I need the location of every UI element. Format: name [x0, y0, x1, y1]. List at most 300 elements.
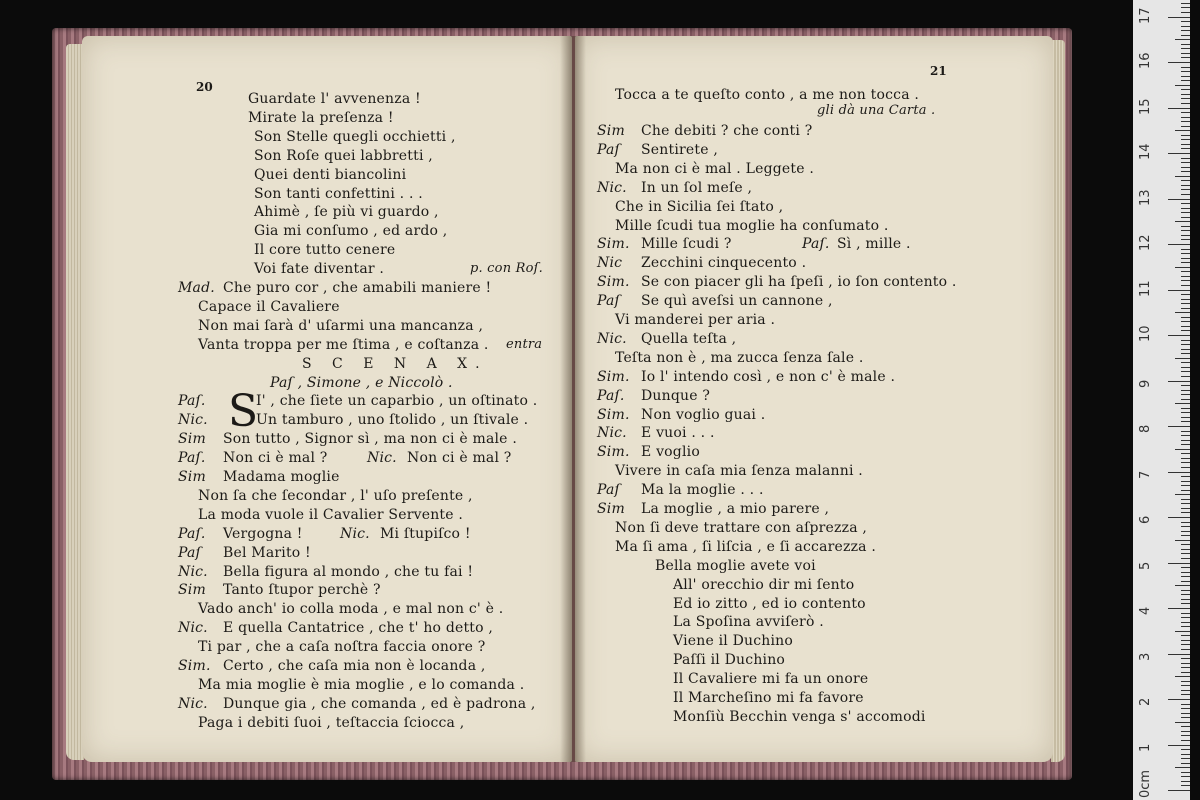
- ruler-tick: [1181, 376, 1190, 377]
- speaker-label: Sim.: [597, 444, 630, 461]
- ruler-tick: [1168, 153, 1190, 154]
- text-line: Vi manderei per aria .: [615, 312, 776, 328]
- ruler-tick: [1181, 399, 1190, 400]
- ruler-tick: [1181, 340, 1190, 341]
- ruler-tick: [1181, 453, 1190, 454]
- speaker-label: Nic.: [178, 620, 208, 637]
- ruler-tick: [1175, 449, 1190, 450]
- ruler-tick: [1181, 622, 1190, 623]
- text-line: Ahimè , ſe più vi guardo ,: [254, 204, 439, 221]
- ruler-tick: [1181, 599, 1190, 600]
- ruler-tick: [1181, 7, 1190, 8]
- ruler-tick: [1181, 385, 1190, 386]
- ruler-tick: [1168, 654, 1190, 655]
- speaker-label: Nic.: [340, 525, 370, 542]
- text-line: Non mai ſarà d' uſarmi una mancanza ,: [198, 317, 484, 334]
- ruler-tick: [1181, 35, 1190, 36]
- text-line: La moglie , a mio parere ,: [641, 501, 830, 517]
- text-line: Non ſi deve trattare con aſprezza ,: [615, 519, 868, 536]
- ruler-tick: [1181, 717, 1190, 718]
- text-line: E vuoi . . .: [641, 425, 715, 442]
- ruler-tick: [1175, 540, 1190, 541]
- ruler-tick: [1168, 17, 1190, 18]
- ruler-tick: [1181, 235, 1190, 236]
- ruler-tick: [1181, 80, 1190, 81]
- ruler-tick: [1181, 217, 1190, 218]
- ruler-tick: [1181, 508, 1190, 509]
- ruler-tick: [1181, 239, 1190, 240]
- ruler-tick: [1181, 171, 1190, 172]
- ruler-tick: [1181, 394, 1190, 395]
- speaker-label: Sim.: [597, 274, 630, 291]
- text-line: Che debiti ? che conti ?: [641, 123, 813, 139]
- ruler-label: 5: [1138, 561, 1153, 570]
- ruler-tick: [1181, 103, 1190, 104]
- ruler-tick: [1181, 490, 1190, 491]
- ruler-tick: [1181, 203, 1190, 204]
- ruler-tick: [1181, 249, 1190, 250]
- text-line: Ti par , che a caſa noſtra faccia onore ?: [198, 639, 486, 656]
- text-line: Teſta non è , ma zucca ſenza ſale .: [615, 349, 864, 366]
- ruler-label: 10: [1138, 325, 1153, 342]
- ruler-tick: [1181, 726, 1190, 727]
- ruler-tick: [1181, 417, 1190, 418]
- ruler-tick: [1181, 139, 1190, 140]
- ruler-tick: [1175, 676, 1190, 677]
- ruler-tick: [1181, 467, 1190, 468]
- text-line: Certo , che caſa mia non è locanda ,: [223, 658, 486, 674]
- text-line: Son tutto , Signor sì , ma non ci è male .: [223, 431, 517, 448]
- ruler-label: 8: [1138, 424, 1153, 433]
- text-line: Bella figura al mondo , che tu fai !: [223, 563, 474, 580]
- ruler-tick: [1181, 694, 1190, 695]
- text-line: Un tamburo , uno ſtolido , un ſtivale .: [256, 412, 529, 429]
- ruler-tick: [1181, 617, 1190, 618]
- ruler-tick: [1181, 258, 1190, 259]
- ruler-tick: [1168, 381, 1190, 382]
- text-line: Non ſa che ſecondar , l' uſo preſente ,: [198, 487, 473, 504]
- ruler-tick: [1181, 253, 1190, 254]
- ruler-tick: [1175, 358, 1190, 359]
- ruler-tick: [1181, 758, 1190, 759]
- ruler-tick: [1181, 390, 1190, 391]
- ruler-tick: [1175, 221, 1190, 222]
- text-line: Quella teſta ,: [641, 330, 737, 347]
- ruler-label: 17: [1138, 6, 1153, 24]
- page-edges-right: [1051, 40, 1065, 762]
- ruler-tick: [1181, 526, 1190, 527]
- ruler-label: 15: [1138, 97, 1153, 115]
- speaker-label: Sim: [597, 123, 625, 139]
- ruler-tick: [1181, 781, 1190, 782]
- ruler-tick: [1181, 21, 1190, 22]
- ruler-tick: [1168, 426, 1190, 427]
- ruler-tick: [1181, 440, 1190, 441]
- ruler-tick: [1181, 89, 1190, 90]
- ruler-tick: [1181, 708, 1190, 709]
- speaker-label: Paſ: [597, 141, 620, 158]
- text-line: E voglio: [641, 444, 700, 461]
- ruler-tick: [1168, 563, 1190, 564]
- text-line: Vado anch' io colla moda , e mal non c' è .: [198, 601, 504, 618]
- speaker-label: Sim: [178, 582, 206, 599]
- text-line: I' , che ſiete un caparbio , un oſtinato .: [256, 393, 538, 410]
- ruler-tick: [1181, 162, 1190, 163]
- ruler-tick: [1181, 754, 1190, 755]
- ruler-tick: [1181, 776, 1190, 777]
- ruler-tick: [1181, 572, 1190, 573]
- ruler-tick: [1181, 321, 1190, 322]
- ruler-label: 1: [1138, 743, 1153, 752]
- text-line: Io l' intendo così , e non c' è male .: [641, 368, 896, 385]
- speaker-label: Paſ.: [178, 525, 206, 542]
- ruler-tick: [1168, 745, 1190, 746]
- ruler-tick: [1181, 576, 1190, 577]
- ruler-tick: [1168, 108, 1190, 109]
- text-line: Che puro cor , che amabili maniere !: [223, 280, 492, 296]
- ruler-tick: [1168, 517, 1190, 518]
- ruler-tick: [1181, 485, 1190, 486]
- ruler-tick: [1181, 344, 1190, 345]
- right-page: [575, 36, 1053, 762]
- ruler-tick: [1181, 594, 1190, 595]
- ruler-tick: [1175, 631, 1190, 632]
- text-line: Ed io zitto , ed io contento: [673, 595, 866, 612]
- ruler-label: 13: [1138, 188, 1153, 206]
- text-line: Mirate la preſenza !: [248, 109, 394, 126]
- ruler-tick: [1181, 512, 1190, 513]
- ruler-tick: [1181, 635, 1190, 636]
- ruler-label: 6: [1138, 515, 1153, 524]
- measurement-ruler: [1133, 0, 1190, 800]
- speaker-label: Paſ.: [178, 450, 206, 467]
- speaker-label: Mad.: [178, 280, 215, 296]
- ruler-tick: [1168, 335, 1190, 336]
- ruler-tick: [1181, 672, 1190, 673]
- text-line: Zecchini cinquecento .: [641, 255, 807, 272]
- text-line: Ma ſi ama , ſi liſcia , e ſi accarezza .: [615, 538, 877, 555]
- ruler-tick: [1181, 544, 1190, 545]
- text-line: Capace il Cavaliere: [198, 298, 340, 315]
- text-line: Tocca a te queſto conto , a me non tocca .: [615, 87, 920, 103]
- text-line: La Spoſina avviſerò .: [673, 614, 824, 631]
- ruler-tick: [1181, 308, 1190, 309]
- ruler-tick: [1181, 299, 1190, 300]
- speaker-label: Sim.: [597, 368, 630, 385]
- speaker-label: Paſ.: [802, 236, 830, 253]
- ruler-tick: [1181, 194, 1190, 195]
- ruler-tick: [1181, 458, 1190, 459]
- ruler-tick: [1181, 444, 1190, 445]
- ruler-tick: [1181, 613, 1190, 614]
- drop-cap: S: [228, 386, 259, 437]
- speaker-label: Nic.: [597, 425, 627, 442]
- ruler-tick: [1181, 276, 1190, 277]
- page-number: 20: [196, 80, 213, 94]
- ruler-tick: [1181, 280, 1190, 281]
- ruler-tick: [1181, 462, 1190, 463]
- text-line: Bel Marito !: [223, 544, 311, 561]
- ruler-label: 0cm: [1138, 769, 1153, 798]
- ruler-tick: [1181, 262, 1190, 263]
- ruler-tick: [1181, 126, 1190, 127]
- ruler-tick: [1181, 749, 1190, 750]
- speaker-label: Paſ: [178, 544, 201, 561]
- speaker-label: Sim: [178, 469, 206, 485]
- ruler-tick: [1181, 421, 1190, 422]
- ruler-tick: [1168, 199, 1190, 200]
- text-line: Se con piacer gli ha ſpeſi , io ſon contento .: [641, 274, 957, 291]
- ruler-tick: [1181, 740, 1190, 741]
- text-line: Non ci è mal ?: [223, 450, 328, 467]
- ruler-tick: [1168, 290, 1190, 291]
- stage-direction: p. con Roſ.: [470, 261, 543, 277]
- ruler-tick: [1181, 158, 1190, 159]
- ruler-tick: [1181, 603, 1190, 604]
- speaker-label: Sim.: [178, 658, 211, 674]
- ruler-tick: [1181, 499, 1190, 500]
- speaker-label: Nic.: [367, 450, 397, 467]
- text-line: Vanta troppa per me ſtima , e coſtanza .: [198, 336, 489, 353]
- text-line: Mille ſcudi tua moglie ha conſumato .: [615, 217, 889, 234]
- ruler-tick: [1181, 112, 1190, 113]
- text-line: Son Stelle quegli occhietti ,: [254, 128, 456, 145]
- speaker-label: Paſ: [597, 293, 620, 310]
- speaker-label: Nic: [597, 255, 623, 272]
- ruler-tick: [1181, 558, 1190, 559]
- ruler-tick: [1181, 185, 1190, 186]
- ruler-tick: [1181, 98, 1190, 99]
- ruler-tick: [1181, 412, 1190, 413]
- ruler-tick: [1181, 26, 1190, 27]
- ruler-tick: [1181, 3, 1190, 4]
- text-line: Tanto ſtupor perchè ?: [223, 582, 381, 599]
- ruler-tick: [1181, 690, 1190, 691]
- text-line: Sentirete ,: [641, 141, 718, 158]
- speaker-label: Nic.: [597, 179, 627, 196]
- ruler-tick: [1181, 53, 1190, 54]
- text-line: Son tanti confettini . . .: [254, 185, 423, 202]
- ruler-tick: [1181, 713, 1190, 714]
- ruler-tick: [1181, 349, 1190, 350]
- ruler-tick: [1175, 130, 1190, 131]
- ruler-tick: [1181, 362, 1190, 363]
- ruler-tick: [1181, 481, 1190, 482]
- ruler-tick: [1181, 785, 1190, 786]
- ruler-tick: [1181, 208, 1190, 209]
- ruler-tick: [1181, 431, 1190, 432]
- text-line: Guardate l' avvenenza !: [248, 91, 421, 107]
- ruler-tick: [1181, 189, 1190, 190]
- ruler-tick: [1181, 271, 1190, 272]
- text-line: In un ſol meſe ,: [641, 179, 753, 196]
- ruler-label: 16: [1138, 52, 1153, 69]
- ruler-tick: [1181, 553, 1190, 554]
- ruler-label: 9: [1138, 379, 1153, 388]
- ruler-tick: [1181, 212, 1190, 213]
- text-line: Monſiù Becchin venga s' accomodi: [673, 708, 926, 725]
- text-line: Non voglio guai .: [641, 406, 766, 423]
- ruler-tick: [1181, 317, 1190, 318]
- text-line: Che in Sicilia ſei ſtato ,: [615, 198, 784, 215]
- left-page: [82, 36, 572, 762]
- ruler-tick: [1181, 590, 1190, 591]
- text-line: E quella Cantatrice , che t' ho detto ,: [223, 620, 494, 637]
- ruler-tick: [1181, 180, 1190, 181]
- text-line: Sì , mille .: [837, 236, 911, 253]
- speaker-label: Nic.: [178, 412, 208, 429]
- stage-direction: entra: [506, 336, 543, 352]
- ruler-tick: [1181, 408, 1190, 409]
- text-line: Viene il Duchino: [673, 633, 794, 650]
- ruler-tick: [1181, 67, 1190, 68]
- ruler-tick: [1175, 722, 1190, 723]
- text-line: La moda vuole il Cavalier Servente .: [198, 506, 464, 523]
- text-line: Quei denti biancolini: [254, 166, 407, 183]
- ruler-tick: [1181, 230, 1190, 231]
- text-line: Vergogna !: [223, 525, 303, 542]
- ruler-tick: [1181, 663, 1190, 664]
- ruler-label: 4: [1138, 606, 1153, 615]
- stage-direction: gli dà una Carta .: [817, 103, 936, 118]
- speaker-label: Paſ: [597, 482, 620, 499]
- ruler-tick: [1181, 731, 1190, 732]
- ruler-tick: [1181, 367, 1190, 368]
- text-line: Ma mia moglie è mia moglie , e lo comanda .: [198, 676, 525, 693]
- speaker-label: Sim.: [597, 406, 630, 423]
- text-line: Mille ſcudi ?: [641, 236, 732, 253]
- ruler-tick: [1181, 735, 1190, 736]
- speaker-label: Paſ.: [178, 393, 206, 410]
- ruler-label: 14: [1138, 143, 1153, 160]
- ruler-tick: [1181, 76, 1190, 77]
- ruler-tick: [1181, 704, 1190, 705]
- ruler-tick: [1181, 535, 1190, 536]
- text-line: Dunque gia , che comanda , ed è padrona ,: [223, 695, 536, 712]
- ruler-tick: [1181, 685, 1190, 686]
- ruler-tick: [1175, 585, 1190, 586]
- text-line: Se quì aveſsi un cannone ,: [641, 293, 833, 310]
- text-line: Madama moglie: [223, 469, 340, 485]
- text-line: Gia mi conſumo , ed ardo ,: [254, 223, 448, 240]
- text-line: Bella moglie avete voi: [655, 557, 816, 574]
- ruler-tick: [1181, 658, 1190, 659]
- ruler-tick: [1181, 353, 1190, 354]
- speaker-label: Sim: [597, 501, 625, 517]
- ruler-label: 11: [1138, 279, 1153, 297]
- ruler-tick: [1181, 435, 1190, 436]
- ruler-tick: [1175, 176, 1190, 177]
- ruler-tick: [1181, 371, 1190, 372]
- text-line: Paſ , Simone , e Niccolò .: [270, 374, 453, 391]
- ruler-tick: [1168, 790, 1190, 791]
- ruler-label: 12: [1138, 234, 1153, 251]
- text-line: All' orecchio dir mi ſento: [673, 576, 855, 593]
- ruler-tick: [1175, 39, 1190, 40]
- ruler-tick: [1175, 267, 1190, 268]
- ruler-tick: [1181, 148, 1190, 149]
- ruler-tick: [1168, 244, 1190, 245]
- ruler-tick: [1181, 649, 1190, 650]
- ruler-tick: [1181, 522, 1190, 523]
- text-line: Vivere in caſa mia ſenza malanni .: [615, 463, 863, 480]
- text-line: Dunque ?: [641, 387, 711, 404]
- text-line: Il core tutto cenere: [254, 242, 396, 259]
- ruler-tick: [1181, 144, 1190, 145]
- ruler-tick: [1168, 699, 1190, 700]
- ruler-tick: [1181, 48, 1190, 49]
- text-line: Voi fate diventar .: [254, 261, 385, 278]
- ruler-tick: [1181, 121, 1190, 122]
- ruler-tick: [1181, 531, 1190, 532]
- ruler-tick: [1168, 608, 1190, 609]
- ruler-tick: [1181, 772, 1190, 773]
- ruler-tick: [1181, 117, 1190, 118]
- ruler-tick: [1181, 640, 1190, 641]
- ruler-tick: [1181, 476, 1190, 477]
- ruler-tick: [1181, 644, 1190, 645]
- ruler-tick: [1175, 403, 1190, 404]
- ruler-tick: [1181, 285, 1190, 286]
- text-line: Non ci è mal ?: [407, 450, 512, 467]
- ruler-tick: [1181, 567, 1190, 568]
- ruler-tick: [1181, 294, 1190, 295]
- speaker-label: Nic.: [178, 695, 208, 712]
- speaker-label: Sim.: [597, 236, 630, 253]
- ruler-tick: [1181, 303, 1190, 304]
- ruler-tick: [1181, 503, 1190, 504]
- ruler-tick: [1175, 85, 1190, 86]
- ruler-label: 3: [1138, 652, 1153, 661]
- ruler-tick: [1181, 57, 1190, 58]
- text-line: Il Marcheſino mi fa favore: [673, 690, 864, 706]
- ruler-tick: [1181, 667, 1190, 668]
- ruler-tick: [1181, 330, 1190, 331]
- ruler-tick: [1181, 71, 1190, 72]
- text-line: Paſſi il Duchino: [673, 652, 786, 669]
- ruler-tick: [1181, 30, 1190, 31]
- ruler-tick: [1181, 44, 1190, 45]
- ruler-tick: [1175, 767, 1190, 768]
- ruler-tick: [1181, 763, 1190, 764]
- ruler-tick: [1181, 681, 1190, 682]
- text-line: Mi ſtupiſco !: [380, 525, 471, 542]
- book-gutter: [560, 36, 586, 762]
- ruler-tick: [1181, 94, 1190, 95]
- ruler-tick: [1175, 494, 1190, 495]
- ruler-tick: [1181, 326, 1190, 327]
- ruler-tick: [1168, 62, 1190, 63]
- ruler-tick: [1181, 135, 1190, 136]
- text-line: Ma non ci è mal . Leggete .: [615, 160, 815, 177]
- ruler-label: 2: [1138, 697, 1153, 706]
- text-line: Paga i debiti ſuoi , teſtaccia ſciocca ,: [198, 714, 465, 731]
- speaker-label: Nic.: [597, 330, 627, 347]
- text-line: Son Roſe quei labbretti ,: [254, 147, 433, 164]
- page-number: 21: [930, 64, 947, 78]
- ruler-tick: [1181, 167, 1190, 168]
- ruler-tick: [1181, 626, 1190, 627]
- scene-heading: S C E N A X.: [302, 355, 488, 372]
- text-line: Ma la moglie . . .: [641, 482, 764, 499]
- speaker-label: Nic.: [178, 563, 208, 580]
- ruler-label: 7: [1138, 470, 1153, 479]
- ruler-tick: [1181, 581, 1190, 582]
- speaker-label: Paſ.: [597, 387, 625, 404]
- text-line: Il Cavaliere mi fa un onore: [673, 671, 869, 688]
- speaker-label: Sim: [178, 431, 206, 448]
- ruler-tick: [1181, 549, 1190, 550]
